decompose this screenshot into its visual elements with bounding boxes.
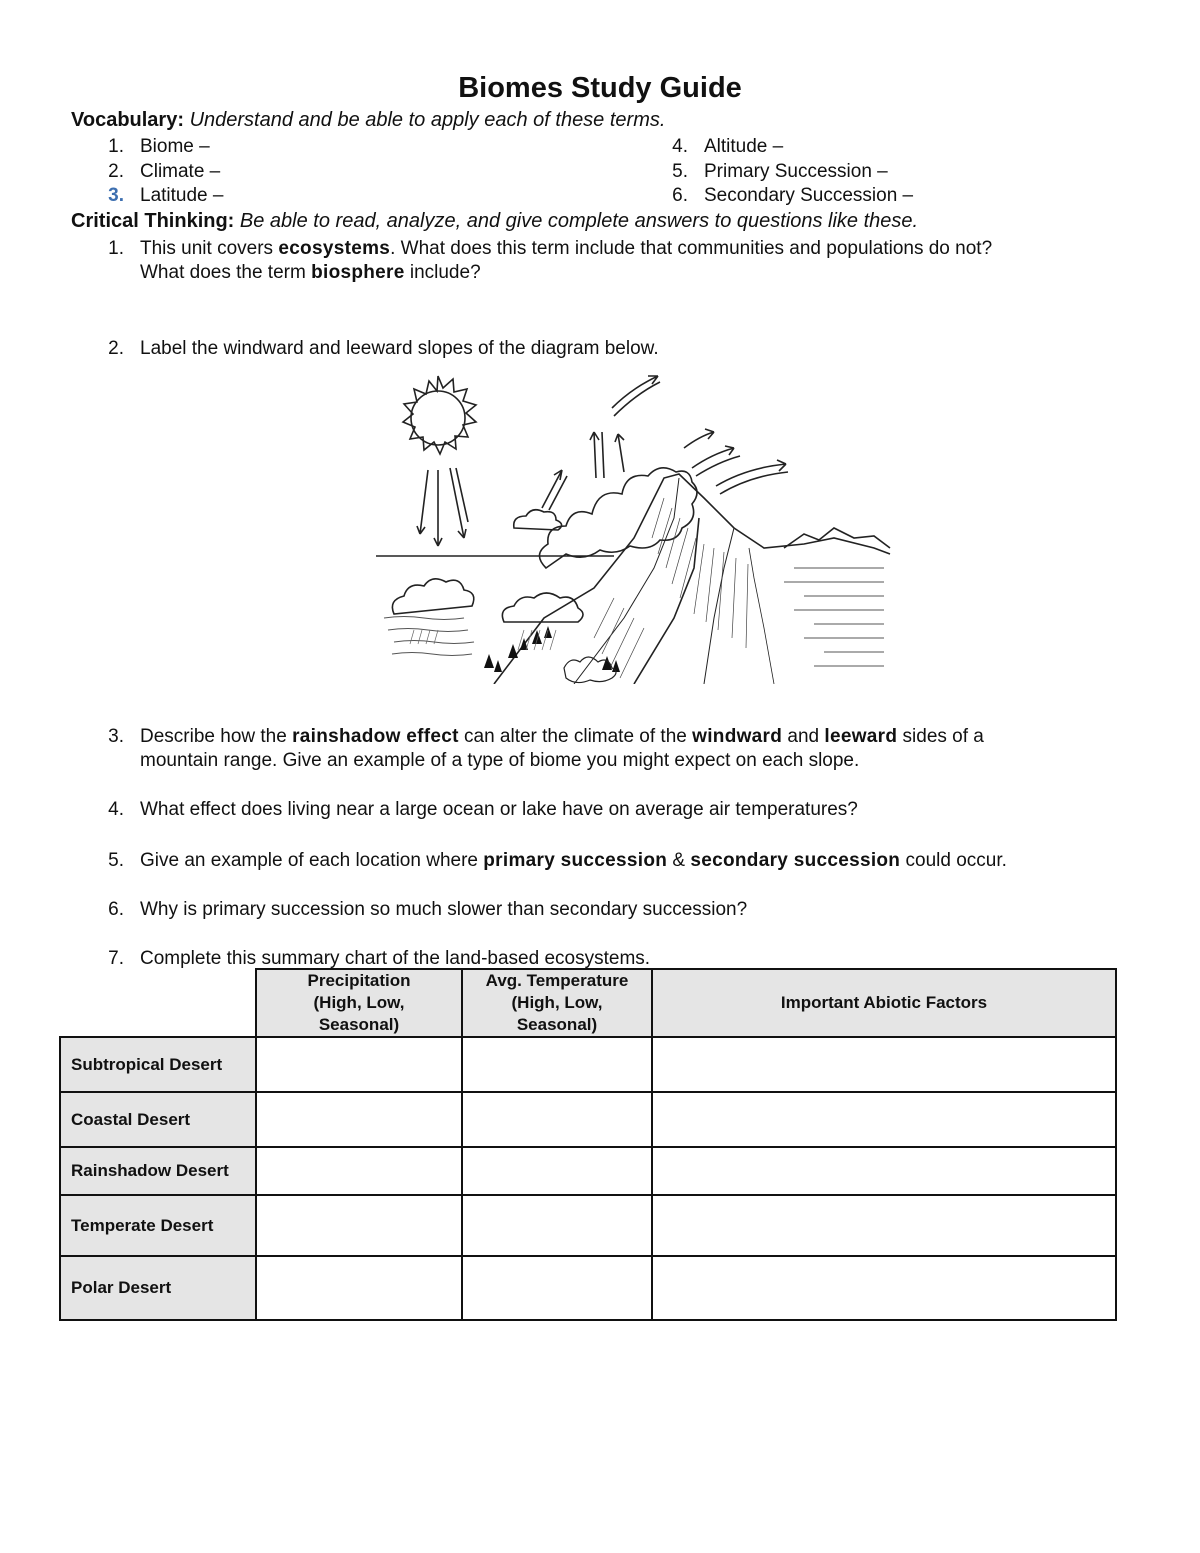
answer-cell[interactable] xyxy=(256,1092,462,1147)
precipitation-header: Precipitation (High, Low, Seasonal) xyxy=(256,969,462,1037)
critical-thinking-heading xyxy=(71,210,918,233)
lake-right xyxy=(784,568,884,666)
page-title: Biomes Study Guide xyxy=(458,72,742,104)
answer-cell[interactable] xyxy=(256,1037,462,1092)
answer-cell[interactable] xyxy=(652,1147,1116,1195)
vocabulary-heading xyxy=(71,109,665,132)
rainshadow-diagram xyxy=(374,368,894,684)
trees-icon xyxy=(484,626,620,672)
rising-air-arrows-icon xyxy=(542,376,788,510)
row-label: Polar Desert xyxy=(60,1256,256,1320)
answer-cell[interactable] xyxy=(256,1147,462,1195)
sun-icon xyxy=(403,376,476,454)
row-label: Coastal Desert xyxy=(60,1092,256,1147)
answer-cell[interactable] xyxy=(462,1256,652,1320)
cloud-low xyxy=(502,593,583,622)
ocean-left xyxy=(384,617,474,656)
critical-thinking-label: Critical Thinking: xyxy=(71,210,235,232)
cloud-small xyxy=(514,510,562,530)
cloud-left xyxy=(392,579,473,614)
answer-cell[interactable] xyxy=(652,1037,1116,1092)
abiotic-factors-header: Important Abiotic Factors xyxy=(652,969,1116,1037)
row-label: Temperate Desert xyxy=(60,1195,256,1256)
temperature-header: Avg. Temperature (High, Low, Seasonal) xyxy=(462,969,652,1037)
answer-cell[interactable] xyxy=(462,1092,652,1147)
answer-cell[interactable] xyxy=(462,1195,652,1256)
critical-thinking-instruction: Be able to read, analyze, and give complete answers to questions like these. xyxy=(239,210,919,232)
sunlight-arrows-icon xyxy=(417,468,468,546)
answer-cell[interactable] xyxy=(462,1147,652,1195)
table-header-row xyxy=(60,969,1116,1037)
answer-cell[interactable] xyxy=(652,1256,1116,1320)
row-label: Rainshadow Desert xyxy=(60,1147,256,1195)
table-row xyxy=(60,1037,1116,1092)
table-row xyxy=(60,1147,1116,1195)
answer-cell[interactable] xyxy=(652,1092,1116,1147)
table-row xyxy=(60,1256,1116,1320)
answer-cell[interactable] xyxy=(256,1256,462,1320)
vocabulary-instruction: Understand and be able to apply each of these terms. xyxy=(189,109,666,131)
answer-cell[interactable] xyxy=(256,1195,462,1256)
vocabulary-label: Vocabulary: xyxy=(71,109,184,131)
table-corner xyxy=(60,969,256,1037)
table-row xyxy=(60,1195,1116,1256)
row-label: Subtropical Desert xyxy=(60,1037,256,1092)
table-row xyxy=(60,1092,1116,1147)
answer-cell[interactable] xyxy=(652,1195,1116,1256)
summary-chart-table xyxy=(59,968,1117,1321)
answer-cell[interactable] xyxy=(462,1037,652,1092)
